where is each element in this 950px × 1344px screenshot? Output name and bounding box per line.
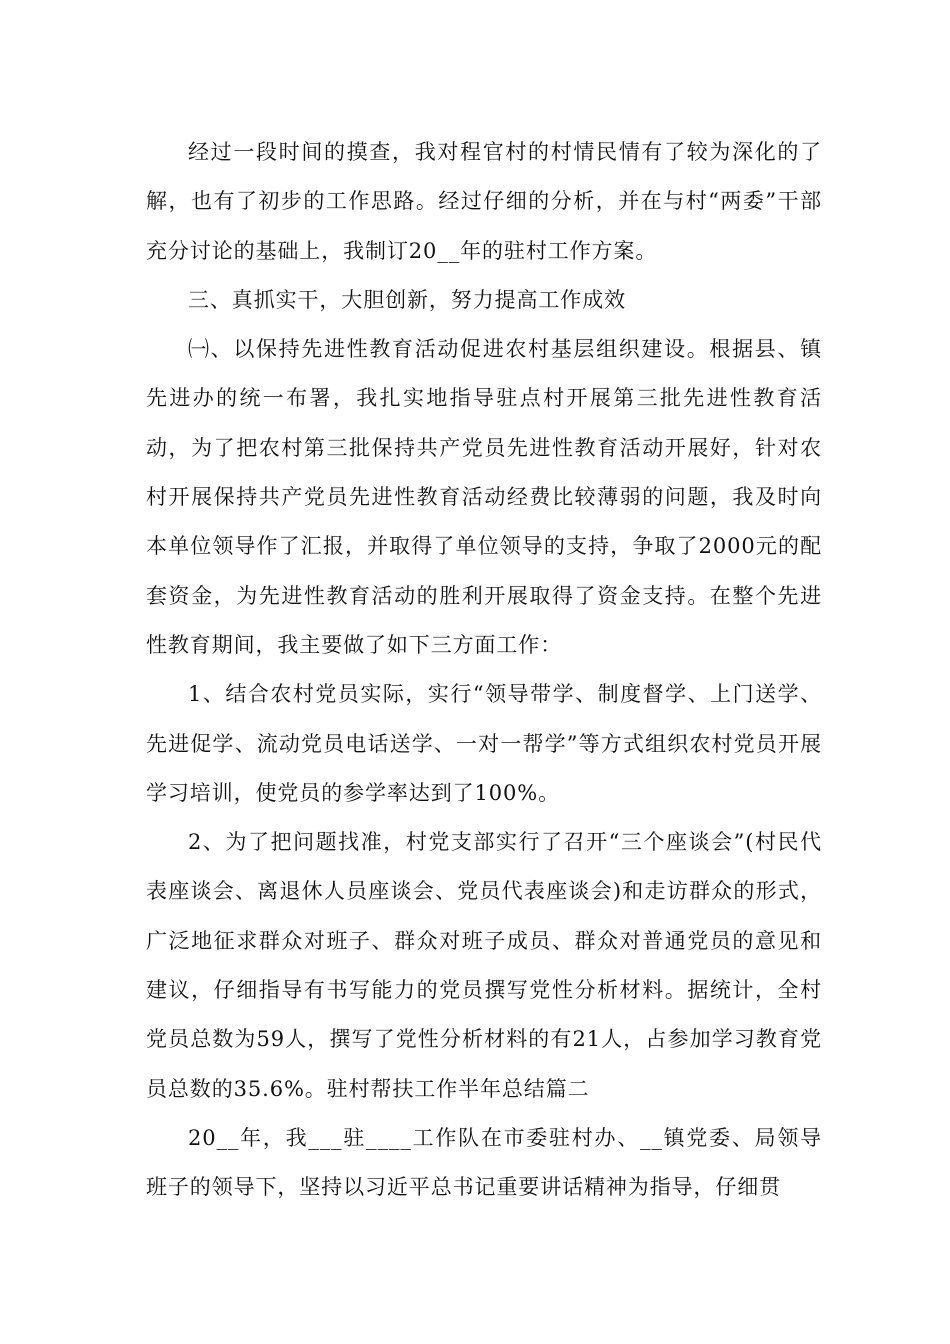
section-heading-three: 三、真抓实干，大胆创新，努力提高工作成效	[188, 287, 626, 312]
paragraph-survey-summary: 经过一段时间的摸查，我对程官村的村情民情有了较为深化的了解，也有了初步的工作思路。经过仔细的分析，并在与村“两委”干部充分讨论的基础上，我制订20__年的驻村工作方案。	[146, 140, 822, 263]
paragraph-work-team: 20__年，我___驻____工作队在市委驻村办、__镇党委、局领导班子的领导下，坚持以习近平总书记重要讲话精神为指导，仔细贯	[146, 1125, 822, 1200]
paragraph-advanced-education: ㈠、以保持先进性教育活动促进农村基层组织建设。根据县、镇先进办的统一布署，我扎实地指导驻点村开展第三批先进性教育活动，为了把农村第三批保持共产党员先进性教育活动开展好，针对农村开展保持共产党员先进性教育活动经费比较薄弱的问题，我及时向本单位领导作了汇报，并取得了单位领导的支持，争取了2000元的配套资金，为先进性教育活动的胜利开展取得了资金支持。在整个先进性教育期间，我主要做了如下三方面工作：	[146, 337, 822, 657]
paragraph-item-2: 2、为了把问题找准，村党支部实行了召开“三个座谈会”(村民代表座谈会、离退休人员座谈会、党员代表座谈会)和走访群众的形式，广泛地征求群众对班子、群众对班子成员、群众对普通党员的意见和建议，仔细指导有书写能力的党员撰写党性分析材料。据统计，全村党员总数为59人，撰写了党性分析材料的有21人，占参加学习教育党员总数的35.6%。驻村帮扶工作半年总结篇二	[146, 830, 822, 1101]
paragraph-item-1: 1、结合农村党员实际，实行“领导带学、制度督学、上门送学、先进促学、流动党员电话送学、一对一帮学”等方式组织农村党员开展学习培训，使党员的参学率达到了100%。	[146, 682, 822, 805]
document-body	[146, 128, 822, 1213]
